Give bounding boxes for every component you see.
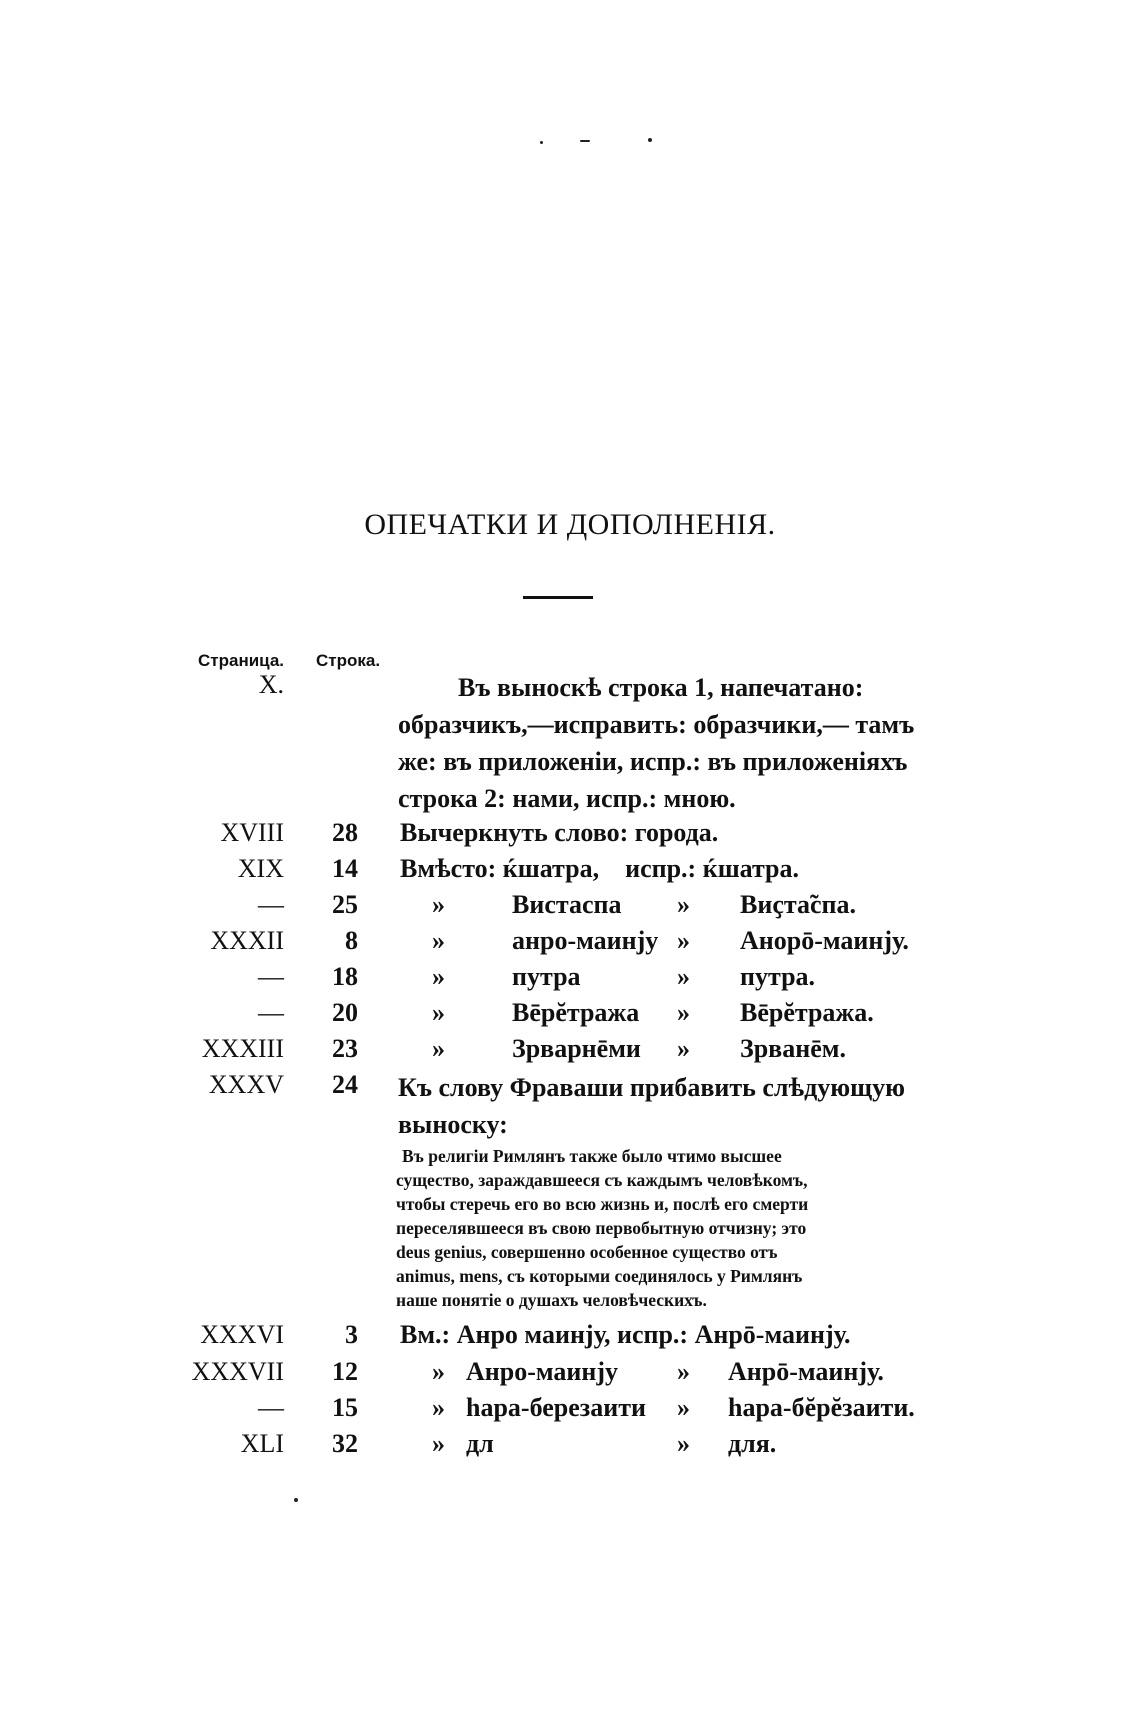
- ditto-mark: »: [432, 926, 445, 955]
- ditto-mark: »: [677, 962, 690, 991]
- page-number: —: [258, 1393, 284, 1422]
- line-number: 14: [332, 854, 358, 883]
- line-number: 23: [332, 1034, 358, 1063]
- erratum-entry: [0, 1393, 1140, 1429]
- ditto-mark: »: [677, 926, 690, 955]
- ditto-mark: »: [432, 998, 445, 1027]
- ditto-mark: »: [432, 962, 445, 991]
- print-speck: [294, 1498, 298, 1502]
- ditto-mark: »: [432, 1429, 445, 1458]
- page-number: XLI: [240, 1429, 284, 1458]
- line-number: 20: [332, 998, 358, 1027]
- erratum-entry: [0, 1429, 1140, 1465]
- erratum-text: Вм.: Анро маинју, испр.: Анрō-маинју.: [400, 1320, 851, 1349]
- correction: Зрванēм.: [740, 1034, 846, 1063]
- erratum-text: Вычеркнуть слово: города.: [400, 818, 719, 847]
- correction: для.: [728, 1429, 777, 1458]
- correction: Анрō-маинју.: [728, 1357, 884, 1386]
- line-number: 24: [332, 1070, 358, 1099]
- ditto-mark: »: [677, 1357, 690, 1386]
- erratum-entry: [0, 1320, 1140, 1356]
- ditto-mark: »: [677, 1429, 690, 1458]
- erratum-entry: [0, 962, 1140, 998]
- title-divider: [523, 596, 593, 599]
- page-number: XXXVII: [191, 1357, 284, 1386]
- ditto-mark: »: [677, 1393, 690, 1422]
- page-number: —: [258, 962, 284, 991]
- page-number: XXXV: [208, 1070, 284, 1099]
- correction: путра.: [740, 962, 816, 991]
- ditto-mark: »: [677, 998, 690, 1027]
- misprint: анро-маинју: [512, 926, 659, 955]
- page-number: XXXIII: [201, 1034, 284, 1063]
- page-number: XXXII: [210, 926, 284, 955]
- misprint: Вēрĕтража: [512, 998, 640, 1027]
- correction: Анорō-маинју.: [740, 926, 909, 955]
- misprint: Зрварнēми: [512, 1034, 641, 1063]
- page-title: ОПЕЧАТКИ И ДОПОЛНЕНІЯ.: [364, 508, 776, 541]
- misprint: дл: [466, 1429, 494, 1458]
- erratum-entry: [0, 1357, 1140, 1393]
- line-number: 28: [332, 818, 358, 847]
- ditto-mark: »: [432, 890, 445, 919]
- print-speck: [580, 140, 590, 142]
- line-number: 8: [345, 926, 358, 955]
- print-speck: [648, 138, 652, 142]
- line-number: 18: [332, 962, 358, 991]
- page-number: XIX: [237, 854, 284, 883]
- column-header-line: Строка.: [316, 651, 381, 670]
- erratum-entry: [0, 854, 1140, 890]
- misprint: һара-березаити: [466, 1393, 646, 1422]
- erratum-text: Къ слову Фраваши прибавить слѣдующую выноску:: [398, 1073, 905, 1139]
- line-number: 32: [332, 1429, 358, 1458]
- erratum-entry: [0, 998, 1140, 1034]
- line-number: 25: [332, 890, 358, 919]
- erratum-entry: [0, 926, 1140, 962]
- misprint: путра: [512, 962, 581, 991]
- print-speck: [540, 141, 543, 144]
- misprint: Вистаспа: [512, 890, 622, 919]
- ditto-mark: »: [677, 1034, 690, 1063]
- page-number: X.: [258, 670, 284, 699]
- erratum-entry: [0, 818, 1140, 854]
- line-number: 15: [332, 1393, 358, 1422]
- page-number: —: [258, 890, 284, 919]
- page-number: XVIII: [220, 818, 284, 847]
- line-number: 12: [332, 1357, 358, 1386]
- erratum-entry: [0, 1034, 1140, 1070]
- erratum-entry: [0, 890, 1140, 926]
- correction: Вēрĕтража.: [740, 998, 874, 1027]
- footnote-text: Въ религіи Римлянъ также было чтимо высшее существо, зараждавшееся съ каждымъ человѣкомъ, чтобы стеречь его во всю жизнь и, послѣ его смерти переселявшееся въ свою первобытную отчизну; это deus genius, совершенно особенное существо отъ animus, mens, съ которыми соединялось у Римлянъ наше понятіе о душахъ человѣческихъ.: [396, 1146, 809, 1310]
- ditto-mark: »: [432, 1034, 445, 1063]
- page-number: XXXVI: [200, 1320, 284, 1349]
- ditto-mark: »: [677, 890, 690, 919]
- line-number: 3: [345, 1320, 358, 1349]
- column-header-page: Страница.: [198, 651, 284, 670]
- correction: һара-бĕрĕзаити.: [728, 1393, 915, 1422]
- correction: Виҫта̃спа.: [740, 890, 856, 919]
- misprint: Анро-маинју: [466, 1357, 619, 1386]
- ditto-mark: »: [432, 1357, 445, 1386]
- ditto-mark: »: [432, 1393, 445, 1422]
- erratum-text: Вмѣсто: ќшатра, испр.: ќшатра.: [400, 854, 800, 883]
- page-number: —: [258, 998, 284, 1027]
- erratum-text: Въ выноскѣ строка 1, напечатано: образчикъ,—исправить: образчики,— тамъ же: въ приложеніи, испр.: въ приложеніяхъ строка 2: нами, испр.: мною.: [398, 673, 915, 813]
